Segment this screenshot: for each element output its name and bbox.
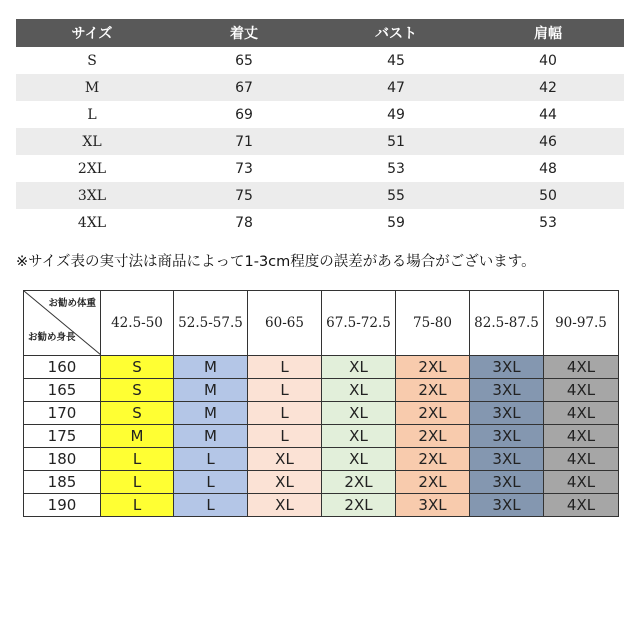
- recommendation-table: [23, 290, 619, 517]
- recommended-size-cell: M: [174, 356, 248, 379]
- size-row: [16, 128, 624, 155]
- recommendation-row: [24, 471, 619, 494]
- header-shoulder: 肩幅: [472, 19, 624, 47]
- recommended-size-cell: M: [101, 425, 174, 448]
- measurement-cell: 69: [235, 106, 253, 123]
- recommended-size-cell: XL: [322, 448, 396, 471]
- recommended-size-cell: 2XL: [396, 402, 470, 425]
- recommendation-row: [24, 402, 619, 425]
- weight-range-header: 60-65: [248, 291, 322, 356]
- weight-range-header: 82.5-87.5: [470, 291, 544, 356]
- weight-range-header: 75-80: [396, 291, 470, 356]
- height-cell: 160: [24, 356, 101, 379]
- measurement-cell: 44: [539, 106, 557, 123]
- measurement-cell: 42: [472, 74, 624, 101]
- height-cell: 185: [24, 471, 101, 494]
- recommended-size-cell: 2XL: [322, 494, 396, 517]
- recommended-size-cell: 4XL: [544, 471, 619, 494]
- recommended-size-cell: 3XL: [396, 494, 470, 517]
- size-row: [16, 209, 624, 236]
- size-row: [16, 155, 624, 182]
- measurement-cell: 71: [168, 128, 320, 155]
- weight-range-header: 42.5-50: [101, 291, 174, 356]
- recommended-size-cell: L: [101, 471, 174, 494]
- measurement-cell: 46: [472, 128, 624, 155]
- recommended-size-cell: S: [101, 379, 174, 402]
- measurement-cell: 50: [472, 182, 624, 209]
- recommended-size-cell: 2XL: [322, 471, 396, 494]
- recommended-size-cell: L: [174, 448, 248, 471]
- measurement-cell: 78: [235, 214, 253, 231]
- size-cell: 2XL: [77, 160, 107, 177]
- recommended-size-cell: XL: [248, 471, 322, 494]
- corner-cell: [24, 291, 101, 356]
- recommended-size-cell: S: [101, 402, 174, 425]
- recommended-size-cell: S: [101, 356, 174, 379]
- measurement-cell: 53: [539, 214, 557, 231]
- measurement-cell: 73: [235, 160, 253, 177]
- recommended-size-cell: M: [174, 425, 248, 448]
- weight-range-header: 52.5-57.5: [174, 291, 248, 356]
- recommended-size-cell: L: [248, 402, 322, 425]
- measurement-cell: 59: [387, 214, 405, 231]
- size-chart-header-row: [16, 19, 624, 47]
- recommended-size-cell: 4XL: [544, 425, 619, 448]
- measurement-cell: 55: [320, 182, 472, 209]
- recommended-size-cell: L: [174, 471, 248, 494]
- size-row: [16, 182, 624, 209]
- size-row: [16, 74, 624, 101]
- recommended-size-cell: L: [248, 379, 322, 402]
- recommended-size-cell: 4XL: [544, 356, 619, 379]
- size-chart-body: [16, 47, 624, 236]
- size-chart-table: [16, 19, 624, 236]
- recommended-size-cell: L: [174, 494, 248, 517]
- recommendation-row: [24, 356, 619, 379]
- measurement-cell: 45: [387, 52, 405, 69]
- recommended-size-cell: XL: [322, 402, 396, 425]
- measurement-cell: 47: [320, 74, 472, 101]
- recommended-size-cell: L: [248, 425, 322, 448]
- recommended-size-cell: 3XL: [470, 494, 544, 517]
- height-cell: 180: [24, 448, 101, 471]
- measurement-cell: 67: [168, 74, 320, 101]
- recommended-size-cell: 3XL: [470, 471, 544, 494]
- size-row: [16, 47, 624, 74]
- size-cell: 3XL: [16, 182, 168, 209]
- measurement-cell: 40: [539, 52, 557, 69]
- size-cell: M: [16, 74, 168, 101]
- recommended-size-cell: L: [101, 494, 174, 517]
- height-cell: 175: [24, 425, 101, 448]
- measurement-cell: 65: [235, 52, 253, 69]
- measurement-cell: 49: [387, 106, 405, 123]
- recommendation-row: [24, 494, 619, 517]
- recommended-size-cell: 3XL: [470, 379, 544, 402]
- height-cell: 170: [24, 402, 101, 425]
- height-cell: 190: [24, 494, 101, 517]
- weight-range-header: 67.5-72.5: [322, 291, 396, 356]
- recommended-size-cell: 3XL: [470, 402, 544, 425]
- recommended-size-cell: 3XL: [470, 448, 544, 471]
- recommended-size-cell: 2XL: [396, 356, 470, 379]
- recommended-size-cell: 4XL: [544, 494, 619, 517]
- recommended-size-cell: 4XL: [544, 379, 619, 402]
- recommended-size-cell: M: [174, 379, 248, 402]
- recommended-size-cell: 4XL: [544, 402, 619, 425]
- recommended-size-cell: XL: [322, 356, 396, 379]
- recommended-size-cell: 2XL: [396, 379, 470, 402]
- measurement-note: ※サイズ表の実寸法は商品によって1-3cm程度の誤差がある場合がございます。: [16, 254, 536, 270]
- recommended-size-cell: XL: [322, 425, 396, 448]
- recommended-size-cell: 4XL: [544, 448, 619, 471]
- recommended-size-cell: 3XL: [470, 356, 544, 379]
- size-cell: XL: [16, 128, 168, 155]
- size-row: [16, 101, 624, 128]
- header-length: 着丈: [168, 19, 320, 47]
- recommended-size-cell: 2XL: [396, 471, 470, 494]
- recommended-size-cell: L: [101, 448, 174, 471]
- recommendation-row: [24, 448, 619, 471]
- recommendation-header-row: [24, 291, 619, 356]
- size-cell: 4XL: [77, 214, 107, 231]
- measurement-cell: 75: [168, 182, 320, 209]
- recommended-size-cell: 2XL: [396, 425, 470, 448]
- measurement-cell: 53: [387, 160, 405, 177]
- size-cell: L: [87, 106, 97, 123]
- recommendation-row: [24, 425, 619, 448]
- recommended-size-cell: M: [174, 402, 248, 425]
- recommendation-body: [24, 356, 619, 517]
- recommended-size-cell: XL: [322, 379, 396, 402]
- recommended-size-cell: 3XL: [470, 425, 544, 448]
- recommended-size-cell: XL: [248, 494, 322, 517]
- weight-range-header: 90-97.5: [544, 291, 619, 356]
- recommended-weight-label: お勧め体重: [48, 298, 96, 309]
- height-cell: 165: [24, 379, 101, 402]
- measurement-cell: 51: [320, 128, 472, 155]
- recommended-size-cell: L: [248, 356, 322, 379]
- recommendation-row: [24, 379, 619, 402]
- size-cell: S: [87, 52, 97, 69]
- recommended-height-label: お勧め身長: [28, 332, 76, 343]
- header-size: サイズ: [16, 19, 168, 47]
- header-bust: バスト: [320, 19, 472, 47]
- recommended-size-cell: 2XL: [396, 448, 470, 471]
- measurement-cell: 48: [539, 160, 557, 177]
- recommended-size-cell: XL: [248, 448, 322, 471]
